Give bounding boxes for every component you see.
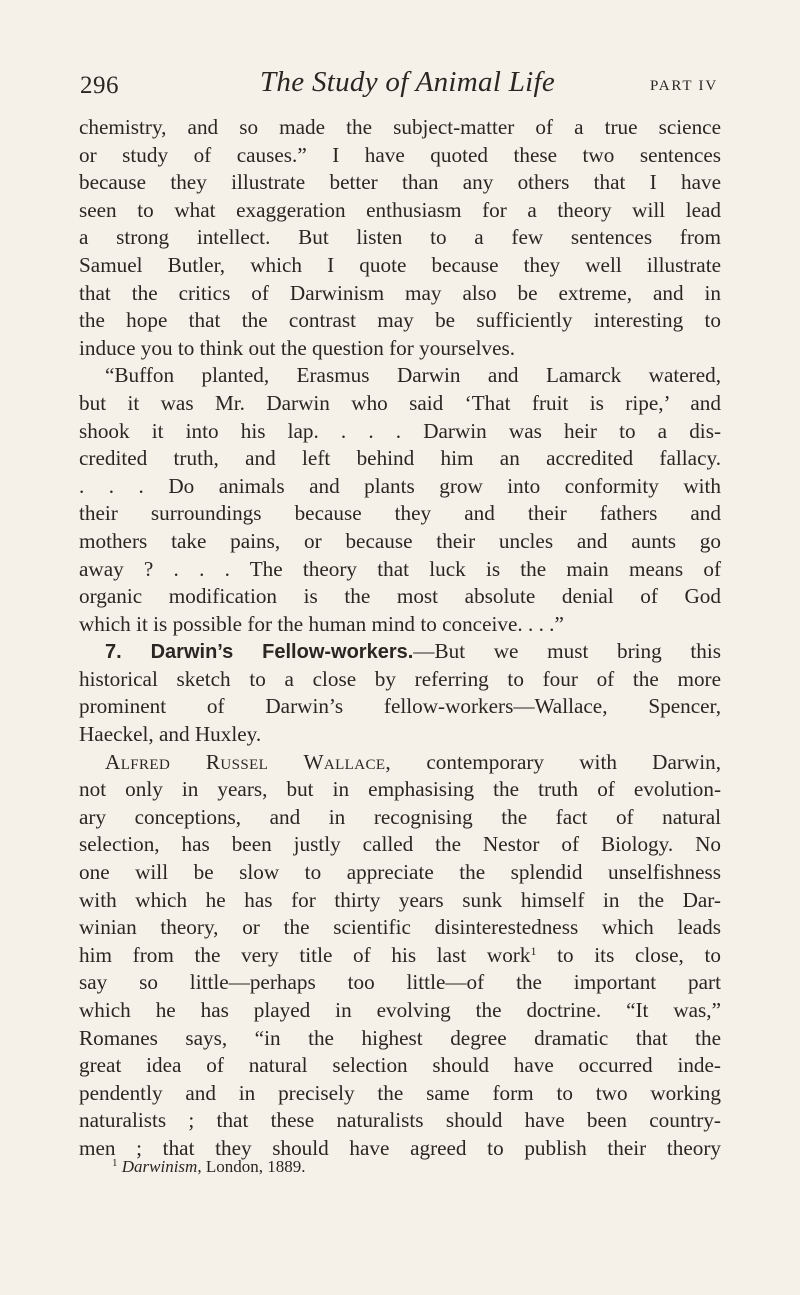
- running-title: The Study of Animal Life: [260, 66, 556, 98]
- quote-line: organic modification is the most absolute denial of God: [79, 584, 721, 609]
- text-line: great idea of natural selection should have occurred inde-: [79, 1053, 721, 1078]
- text-line: with which he has for thirty years sunk himself in the Dar-: [79, 887, 721, 912]
- text-line: prominent of Darwin’s fellow-workers—Wallace, Spencer,: [79, 694, 721, 719]
- quote-line: but it was Mr. Darwin who said ‘That fruit is ripe,’ and: [79, 390, 721, 415]
- footnote-marker: 1: [112, 1157, 118, 1169]
- text-line: pendently and in precisely the same form to two working: [79, 1080, 721, 1105]
- footnote-title: Darwinism: [121, 1157, 198, 1176]
- section-line-rest: —But we must bring this: [413, 639, 721, 664]
- text-line: men ; that they should have agreed to publish their theory: [79, 1135, 721, 1160]
- quote-line: . . . Do animals and plants grow into conformity with: [79, 473, 721, 498]
- footnote-ref[interactable]: 1: [530, 943, 537, 958]
- text-line: the hope that the contrast may be sufficiently interesting to: [79, 308, 721, 333]
- body-text: [79, 114, 721, 1163]
- text-line: or study of causes.” I have quoted these two sentences: [79, 142, 721, 167]
- footnote-rest: , London, 1889.: [197, 1157, 306, 1176]
- quote-line: “Buffon planted, Erasmus Darwin and Lamarck watered,: [105, 363, 721, 388]
- text-line-footnote-ref: [79, 942, 721, 970]
- text-line: ary conceptions, and in recognising the fact of natural: [79, 804, 721, 829]
- text-line: not only in years, but in emphasising the truth of evolution-: [79, 777, 721, 802]
- page-number: 296: [80, 72, 119, 99]
- quote-line: mothers take pains, or because their uncles and aunts go: [79, 528, 721, 553]
- text-line: historical sketch to a close by referring to four of the more: [79, 666, 721, 691]
- text-line: winian theory, or the scientific disinterestedness which leads: [79, 915, 721, 940]
- text-line: say so little—perhaps too little—of the important part: [79, 970, 721, 995]
- text-line: seen to what exaggeration enthusiasm for a theory will lead: [79, 197, 721, 222]
- wallace-line-rest: contemporary with Darwin,: [391, 749, 721, 774]
- text-line: a strong intellect. But listen to a few sentences from: [79, 225, 721, 250]
- quote-line: credited truth, and left behind him an accredited fallacy.: [79, 446, 721, 471]
- text-line: Romanes says, “in the highest degree dramatic that the: [79, 1025, 721, 1050]
- text-line: that the critics of Darwinism may also be extreme, and in: [79, 280, 721, 305]
- part-label: PART IV: [650, 78, 718, 94]
- section-heading: 7. Darwin’s Fellow-workers.: [105, 641, 414, 664]
- text-line: because they illustrate better than any others that I have: [79, 170, 721, 195]
- footnote: [112, 1157, 305, 1177]
- text-line: Samuel Butler, which I quote because they well illustrate: [79, 252, 721, 277]
- text-line: selection, has been justly called the Nestor of Biology. No: [79, 832, 721, 857]
- text-line: Haeckel, and Huxley.: [79, 722, 262, 747]
- quote-line: their surroundings because they and their fathers and: [79, 501, 721, 526]
- text-line: one will be slow to appreciate the splendid unselfishness: [79, 860, 721, 885]
- section-line: [79, 638, 721, 666]
- running-head: [80, 66, 720, 106]
- text-line: which he has played in evolving the doctrine. “It was,”: [79, 998, 721, 1022]
- text-line: naturalists ; that these naturalists should have been country-: [79, 1108, 721, 1133]
- text-line: induce you to think out the question for yourselves.: [79, 335, 516, 360]
- line-part: to its close, to: [536, 942, 721, 967]
- wallace-name: Alfred Russel Wallace,: [105, 749, 392, 774]
- line-part: him from the very title of his last work: [79, 942, 531, 967]
- text-line: chemistry, and so made the subject-matter of a true science: [79, 115, 721, 139]
- quote-line: which it is possible for the human mind to conceive. . . .”: [79, 611, 564, 636]
- wallace-line: [79, 749, 721, 777]
- quote-line: away ? . . . The theory that luck is the main means of: [79, 556, 721, 581]
- quote-line: shook it into his lap. . . . Darwin was heir to a dis-: [79, 418, 721, 443]
